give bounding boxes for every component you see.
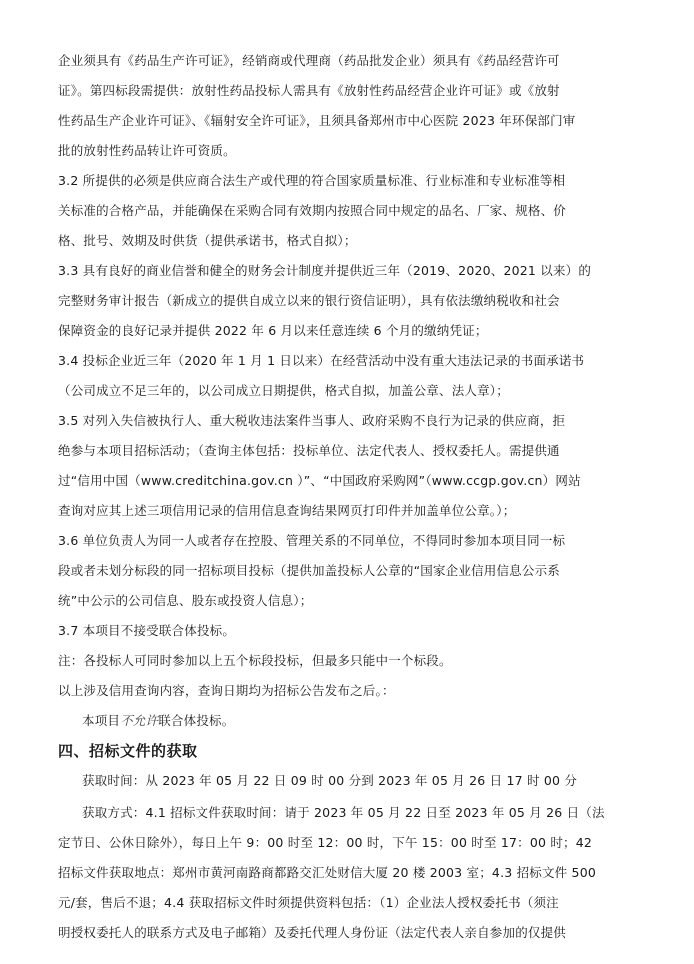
acquisition-time: 获取时间：从 2023 年 05 月 22 日 09 时 00 分到 2023 年 05 月 26 日 17 时 00 分 [82, 773, 578, 788]
paragraph-line: 批的放射性药品转让许可资质。 [58, 143, 236, 158]
paragraph-line: 绝参与本项目招标活动；（查询主体包括：投标单位、法定代表人、授权委托人。需提供通 [58, 443, 560, 458]
note-line: 以上涉及信用查询内容，查询日期均为招标公告发布之后。： [58, 683, 395, 698]
joint-bid-line [82, 712, 234, 730]
paragraph-line: 企业须具有《药品生产许可证》，经销商或代理商（药品批发企业）须具有《药品经营许可 [58, 53, 560, 68]
paragraph-line: 格、批号、效期及时供货（提供承诺书，格式自拟）； [58, 233, 357, 248]
paragraph-line: 3.6 单位负责人为同一人或者存在控股、管理关系的不同单位，不得同时参加本项目同一标 [58, 533, 566, 548]
joint-bid-emphasis: 不允许 [120, 713, 159, 728]
paragraph-line: 保障资金的良好记录并提供 2022 年 6 月以来任意连续 6 个月的缴纳凭证； [58, 323, 488, 338]
paragraph-line: 性药品生产企业许可证》、《辐射安全许可证》，且须具备郑州市中心医院 2023 年环保部门审 [58, 113, 576, 128]
paragraph-line: 关标准的合格产品，并能确保在采购合同有效期内按照合同中规定的品名、厂家、规格、价 [58, 203, 567, 218]
paragraph-line: 3.3 具有良好的商业信誉和健全的财务会计制度并提供近三年（2019、2020、2021 以来）的 [58, 263, 592, 278]
paragraph-line: 统”中公示的公司信息、股东或投资人信息）； [58, 593, 313, 608]
paragraph-line: 3.2 所提供的必须是供应商合法生产或代理的符合国家质量标准、行业标准和专业标准等相 [58, 173, 566, 188]
paragraph-line: 段或者未划分标段的同一招标项目投标（提供加盖投标人公章的“国家企业信用信息公示系 [58, 563, 560, 578]
note-line: 注：各投标人可同时参加以上五个标段投标，但最多只能中一个标段。 [58, 653, 452, 668]
paragraph-line: 3.4 投标企业近三年（2020 年 1 月 1 日以来）在经营活动中没有重大违法记录的书面承诺书 [58, 353, 585, 368]
paragraph-line: 招标文件获取地点：郑州市黄河南路商都路交汇处财信大厦 20 楼 2003 室；4.3 招标文件 500 [58, 865, 596, 880]
paragraph-line: 查询对应其上述三项信用记录的信用信息查询结果网页打印件并加盖单位公章。）； [58, 503, 516, 518]
joint-bid-suffix: 联合体投标。 [158, 713, 235, 728]
paragraph-line: （公司成立不足三年的，以公司成立日期提供，格式自拟，加盖公章、法人章）； [58, 383, 509, 398]
paragraph-line: 元/套，售后不退；4.4 获取招标文件时须提供资料包括：（1）企业法人授权委托书（须注 [58, 895, 559, 910]
acquisition-method: 获取方式：4.1 招标文件获取时间：请于 2023 年 05 月 22 日至 2023 年 05 月 26 日（法 [82, 805, 605, 820]
paragraph-line: 证》。第四标段需提供：放射性药品投标人需具有《放射性药品经营企业许可证》或《放射 [58, 83, 560, 98]
paragraph-line: 定节日、公休日除外），每日上午 9：00 时至 12：00 时，下午 15：00 时至 17：00 时；42 [58, 835, 593, 850]
section-heading: 四、招标文件的获取 [58, 742, 198, 760]
paragraph-line: 3.7 本项目不接受联合体投标。 [58, 623, 236, 638]
joint-bid-prefix: 本项目 [82, 713, 121, 728]
paragraph-line: 3.5 对列入失信被执行人、重大税收违法案件当事人、政府采购不良行为记录的供应商，拒 [58, 413, 566, 428]
paragraph-line: 过“信用中国（www.creditchina.gov.cn ）”、“中国政府采购网”（www.ccgp.gov.cn）网站 [58, 473, 581, 488]
paragraph-line: 明授权委托人的联系方式及电子邮箱）及委托代理人身份证（法定代表人亲自参加的仅提供 [58, 925, 567, 940]
paragraph-line: 完整财务审计报告（新成立的提供自成立以来的银行资信证明），具有依法缴纳税收和社会 [58, 293, 560, 308]
